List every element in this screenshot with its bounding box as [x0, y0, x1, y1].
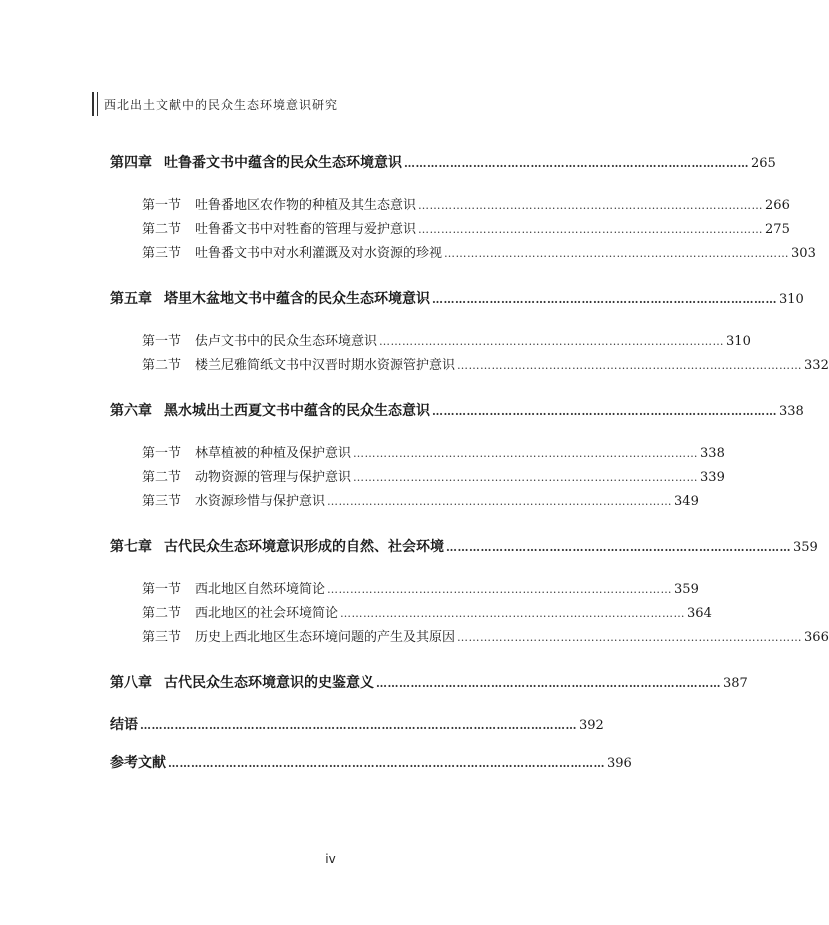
dot-leader: ………………………………………………………………………………	[418, 199, 764, 212]
references-page: 396	[607, 756, 632, 771]
chapter-page: 359	[793, 540, 818, 555]
section-page: 349	[674, 494, 699, 509]
dot-leader: ………………………………………………………………………………	[432, 293, 777, 306]
dot-leader: ……………………………………………………………………………………………………	[168, 757, 605, 770]
section-number: 第二节	[142, 470, 182, 485]
chapter-number: 第七章	[110, 539, 152, 555]
section-page: 303	[791, 246, 816, 261]
running-header	[92, 94, 338, 114]
toc-chapter-8[interactable]	[110, 672, 748, 696]
section-number: 第三节	[142, 494, 182, 509]
section-number: 第一节	[142, 198, 182, 213]
section-number: 第二节	[142, 358, 182, 373]
section-page: 266	[765, 198, 790, 213]
toc-section[interactable]	[110, 330, 751, 354]
dot-leader: ………………………………………………………………………………	[327, 583, 673, 596]
section-page: 364	[687, 606, 712, 621]
header-rule-icon	[92, 92, 98, 116]
toc-section[interactable]	[110, 242, 816, 266]
toc-section[interactable]	[110, 218, 790, 242]
section-title: 水资源珍惜与保护意识	[195, 494, 326, 509]
toc-chapter-7[interactable]	[110, 536, 818, 560]
dot-leader: ………………………………………………………………………………	[404, 157, 749, 170]
toc-section-group	[110, 194, 816, 266]
section-page: 275	[765, 222, 790, 237]
section-number: 第一节	[142, 334, 182, 349]
section-page: 359	[674, 582, 699, 597]
chapter-title: 塔里木盆地文书中蕴含的民众生态环境意识	[164, 291, 430, 307]
dot-leader: ………………………………………………………………………………	[432, 405, 777, 418]
section-page: 332	[804, 358, 829, 373]
toc-section[interactable]	[110, 194, 790, 218]
dot-leader: ………………………………………………………………………………	[446, 541, 791, 554]
section-title: 动物资源的管理与保护意识	[195, 470, 352, 485]
header-title: 西北出土文献中的民众生态环境意识研究	[104, 97, 339, 112]
dot-leader: ………………………………………………………………………………	[353, 471, 699, 484]
toc-section[interactable]	[110, 442, 725, 466]
section-number: 第三节	[142, 246, 182, 261]
section-title: 西北地区的社会环境简论	[195, 606, 339, 621]
toc-chapter-6[interactable]	[110, 400, 804, 424]
section-title: 楼兰尼雅简纸文书中汉晋时期水资源管护意识	[195, 358, 456, 373]
toc-chapter-4[interactable]	[110, 152, 776, 176]
dot-leader: ………………………………………………………………………………	[457, 631, 803, 644]
section-page: 338	[700, 446, 725, 461]
conclusion-title: 结语	[110, 717, 138, 733]
toc-section[interactable]	[110, 626, 829, 650]
chapter-title: 古代民众生态环境意识形成的自然、社会环境	[164, 539, 444, 555]
toc-section[interactable]	[110, 466, 725, 490]
chapter-title: 黑水城出土西夏文书中蕴含的民众生态意识	[164, 403, 430, 419]
dot-leader: ………………………………………………………………………………	[353, 447, 699, 460]
references-title: 参考文献	[110, 755, 166, 771]
toc-section-group	[110, 578, 829, 650]
toc-conclusion[interactable]	[110, 714, 604, 738]
chapter-number: 第六章	[110, 403, 152, 419]
section-page: 339	[700, 470, 725, 485]
chapter-page: 387	[723, 676, 748, 691]
chapter-number: 第八章	[110, 675, 152, 691]
dot-leader: ………………………………………………………………………………	[379, 335, 725, 348]
chapter-page: 265	[751, 156, 776, 171]
dot-leader: ………………………………………………………………………………	[418, 223, 764, 236]
dot-leader: ………………………………………………………………………………	[340, 607, 686, 620]
toc-section[interactable]	[110, 602, 712, 626]
section-page: 310	[726, 334, 751, 349]
section-title: 林草植被的种植及保护意识	[195, 446, 352, 461]
section-title: 佉卢文书中的民众生态环境意识	[195, 334, 378, 349]
chapter-title: 古代民众生态环境意识的史鉴意义	[164, 675, 374, 691]
dot-leader: ………………………………………………………………………………	[444, 247, 790, 260]
section-title: 吐鲁番地区农作物的种植及其生态意识	[195, 198, 417, 213]
section-title: 西北地区自然环境简论	[195, 582, 326, 597]
section-title: 历史上西北地区生态环境问题的产生及其原因	[195, 630, 456, 645]
dot-leader: ………………………………………………………………………………	[457, 359, 803, 372]
conclusion-page: 392	[579, 718, 604, 733]
chapter-page: 310	[779, 292, 804, 307]
page-number: iv	[325, 852, 336, 866]
table-of-contents	[110, 152, 829, 790]
section-title: 吐鲁番文书中对牲畜的管理与爱护意识	[195, 222, 417, 237]
section-number: 第三节	[142, 630, 182, 645]
section-page: 366	[804, 630, 829, 645]
chapter-page: 338	[779, 404, 804, 419]
dot-leader: ………………………………………………………………………………	[376, 677, 721, 690]
chapter-number: 第四章	[110, 155, 152, 171]
toc-references[interactable]	[110, 752, 632, 776]
toc-section-group	[110, 442, 725, 514]
section-number: 第一节	[142, 582, 182, 597]
chapter-title: 吐鲁番文书中蕴含的民众生态环境意识	[164, 155, 402, 171]
chapter-number: 第五章	[110, 291, 152, 307]
section-title: 吐鲁番文书中对水利灌溉及对水资源的珍视	[195, 246, 443, 261]
toc-section[interactable]	[110, 354, 829, 378]
section-number: 第二节	[142, 606, 182, 621]
section-number: 第二节	[142, 222, 182, 237]
toc-section[interactable]	[110, 578, 699, 602]
dot-leader: ………………………………………………………………………………	[327, 495, 673, 508]
toc-section[interactable]	[110, 490, 699, 514]
dot-leader: ……………………………………………………………………………………………………	[140, 719, 577, 732]
toc-chapter-5[interactable]	[110, 288, 804, 312]
section-number: 第一节	[142, 446, 182, 461]
toc-section-group	[110, 330, 829, 378]
